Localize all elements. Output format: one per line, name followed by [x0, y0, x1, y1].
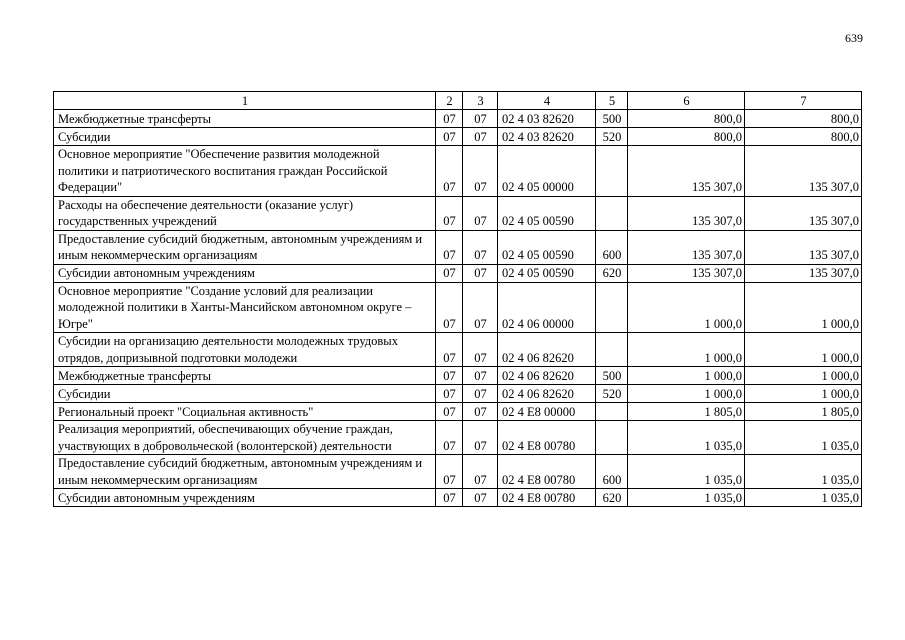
row-code: 02 4 06 00000: [498, 282, 596, 333]
row-col-5: 500: [596, 110, 628, 128]
row-amount-6: 800,0: [628, 110, 745, 128]
row-amount-7: 800,0: [745, 128, 862, 146]
budget-table: [53, 91, 862, 507]
row-code: 02 4 E8 00780: [498, 455, 596, 489]
row-name: Субсидии на организацию деятельности молодежных трудовых отрядов, допризывной подготовки молодежи: [54, 333, 436, 367]
row-col-5: 600: [596, 455, 628, 489]
row-amount-6: 135 307,0: [628, 230, 745, 264]
row-amount-6: 1 805,0: [628, 403, 745, 421]
row-col-2: 07: [436, 421, 463, 455]
row-col-5: [596, 196, 628, 230]
row-name: Предоставление субсидий бюджетным, автономным учреждениям и иным некоммерческим организациям: [54, 230, 436, 264]
row-col-3: 07: [463, 385, 498, 403]
row-col-5: 520: [596, 128, 628, 146]
table-row: [54, 367, 862, 385]
row-col-3: 07: [463, 367, 498, 385]
table-row: [54, 110, 862, 128]
row-col-2: 07: [436, 264, 463, 282]
table-row: [54, 333, 862, 367]
row-col-3: 07: [463, 421, 498, 455]
table-row: [54, 385, 862, 403]
row-amount-7: 1 000,0: [745, 367, 862, 385]
header-col-2: 2: [436, 92, 463, 110]
header-col-6: 6: [628, 92, 745, 110]
row-name: Субсидии автономным учреждениям: [54, 264, 436, 282]
table-row: [54, 196, 862, 230]
table-row: [54, 264, 862, 282]
row-name: Предоставление субсидий бюджетным, автономным учреждениям и иным некоммерческим организациям: [54, 455, 436, 489]
row-amount-7: 1 805,0: [745, 403, 862, 421]
row-code: 02 4 05 00590: [498, 264, 596, 282]
row-code: 02 4 05 00590: [498, 230, 596, 264]
row-amount-6: 135 307,0: [628, 196, 745, 230]
row-amount-6: 1 035,0: [628, 421, 745, 455]
row-col-2: 07: [436, 110, 463, 128]
row-code: 02 4 E8 00000: [498, 403, 596, 421]
row-col-3: 07: [463, 455, 498, 489]
row-amount-6: 1 000,0: [628, 385, 745, 403]
row-col-5: [596, 282, 628, 333]
row-col-5: [596, 146, 628, 197]
row-col-5: [596, 421, 628, 455]
row-amount-7: 135 307,0: [745, 264, 862, 282]
row-code: 02 4 03 82620: [498, 110, 596, 128]
row-name: Региональный проект "Социальная активность": [54, 403, 436, 421]
row-col-2: 07: [436, 367, 463, 385]
table-body: [54, 110, 862, 507]
row-name: Основное мероприятие "Обеспечение развития молодежной политики и патриотического воспитания граждан Российской Федерации": [54, 146, 436, 197]
table-row: [54, 403, 862, 421]
row-col-3: 07: [463, 264, 498, 282]
table-row: [54, 128, 862, 146]
row-amount-7: 800,0: [745, 110, 862, 128]
row-amount-6: 1 000,0: [628, 282, 745, 333]
row-col-3: 07: [463, 110, 498, 128]
row-col-3: 07: [463, 489, 498, 507]
row-col-5: [596, 333, 628, 367]
header-col-4: 4: [498, 92, 596, 110]
row-name: Основное мероприятие "Создание условий для реализации молодежной политики в Ханты-Мансийском автономном округе – Югре": [54, 282, 436, 333]
row-amount-6: 1 035,0: [628, 489, 745, 507]
header-col-7: 7: [745, 92, 862, 110]
table-row: [54, 230, 862, 264]
row-amount-7: 135 307,0: [745, 196, 862, 230]
row-amount-6: 1 000,0: [628, 333, 745, 367]
row-name: Субсидии автономным учреждениям: [54, 489, 436, 507]
row-amount-7: 1 035,0: [745, 489, 862, 507]
row-col-2: 07: [436, 455, 463, 489]
row-col-3: 07: [463, 196, 498, 230]
header-row: [54, 92, 862, 110]
row-name: Межбюджетные трансферты: [54, 367, 436, 385]
row-code: 02 4 E8 00780: [498, 421, 596, 455]
page-number: 639: [845, 31, 863, 45]
row-amount-7: 1 000,0: [745, 282, 862, 333]
row-col-2: 07: [436, 333, 463, 367]
row-col-3: 07: [463, 403, 498, 421]
row-col-2: 07: [436, 282, 463, 333]
row-name: Реализация мероприятий, обеспечивающих обучение граждан, участвующих в добровольческой (волонтерской) деятельности: [54, 421, 436, 455]
row-amount-7: 1 000,0: [745, 385, 862, 403]
row-amount-6: 1 000,0: [628, 367, 745, 385]
row-amount-6: 1 035,0: [628, 455, 745, 489]
row-col-3: 07: [463, 128, 498, 146]
row-col-2: 07: [436, 230, 463, 264]
row-amount-7: 1 000,0: [745, 333, 862, 367]
row-code: 02 4 05 00000: [498, 146, 596, 197]
row-name: Расходы на обеспечение деятельности (оказание услуг) государственных учреждений: [54, 196, 436, 230]
row-amount-7: 1 035,0: [745, 421, 862, 455]
row-amount-7: 135 307,0: [745, 146, 862, 197]
row-code: 02 4 06 82620: [498, 367, 596, 385]
row-name: Субсидии: [54, 385, 436, 403]
row-col-5: 600: [596, 230, 628, 264]
row-amount-6: 800,0: [628, 128, 745, 146]
row-code: 02 4 06 82620: [498, 385, 596, 403]
table-row: [54, 421, 862, 455]
row-amount-6: 135 307,0: [628, 264, 745, 282]
row-amount-7: 135 307,0: [745, 230, 862, 264]
row-col-5: [596, 403, 628, 421]
header-col-3: 3: [463, 92, 498, 110]
table-row: [54, 146, 862, 197]
row-col-2: 07: [436, 403, 463, 421]
header-col-5: 5: [596, 92, 628, 110]
row-col-2: 07: [436, 385, 463, 403]
row-code: 02 4 E8 00780: [498, 489, 596, 507]
row-col-5: 620: [596, 264, 628, 282]
row-col-3: 07: [463, 282, 498, 333]
row-col-3: 07: [463, 333, 498, 367]
row-code: 02 4 03 82620: [498, 128, 596, 146]
row-name: Субсидии: [54, 128, 436, 146]
row-col-3: 07: [463, 146, 498, 197]
row-code: 02 4 06 82620: [498, 333, 596, 367]
table-row: [54, 489, 862, 507]
table-row: [54, 455, 862, 489]
row-amount-6: 135 307,0: [628, 146, 745, 197]
row-col-5: 520: [596, 385, 628, 403]
row-col-5: 620: [596, 489, 628, 507]
table-row: [54, 282, 862, 333]
row-code: 02 4 05 00590: [498, 196, 596, 230]
row-col-3: 07: [463, 230, 498, 264]
header-col-1: 1: [54, 92, 436, 110]
row-name: Межбюджетные трансферты: [54, 110, 436, 128]
row-col-5: 500: [596, 367, 628, 385]
row-col-2: 07: [436, 146, 463, 197]
row-amount-7: 1 035,0: [745, 455, 862, 489]
row-col-2: 07: [436, 489, 463, 507]
row-col-2: 07: [436, 128, 463, 146]
row-col-2: 07: [436, 196, 463, 230]
